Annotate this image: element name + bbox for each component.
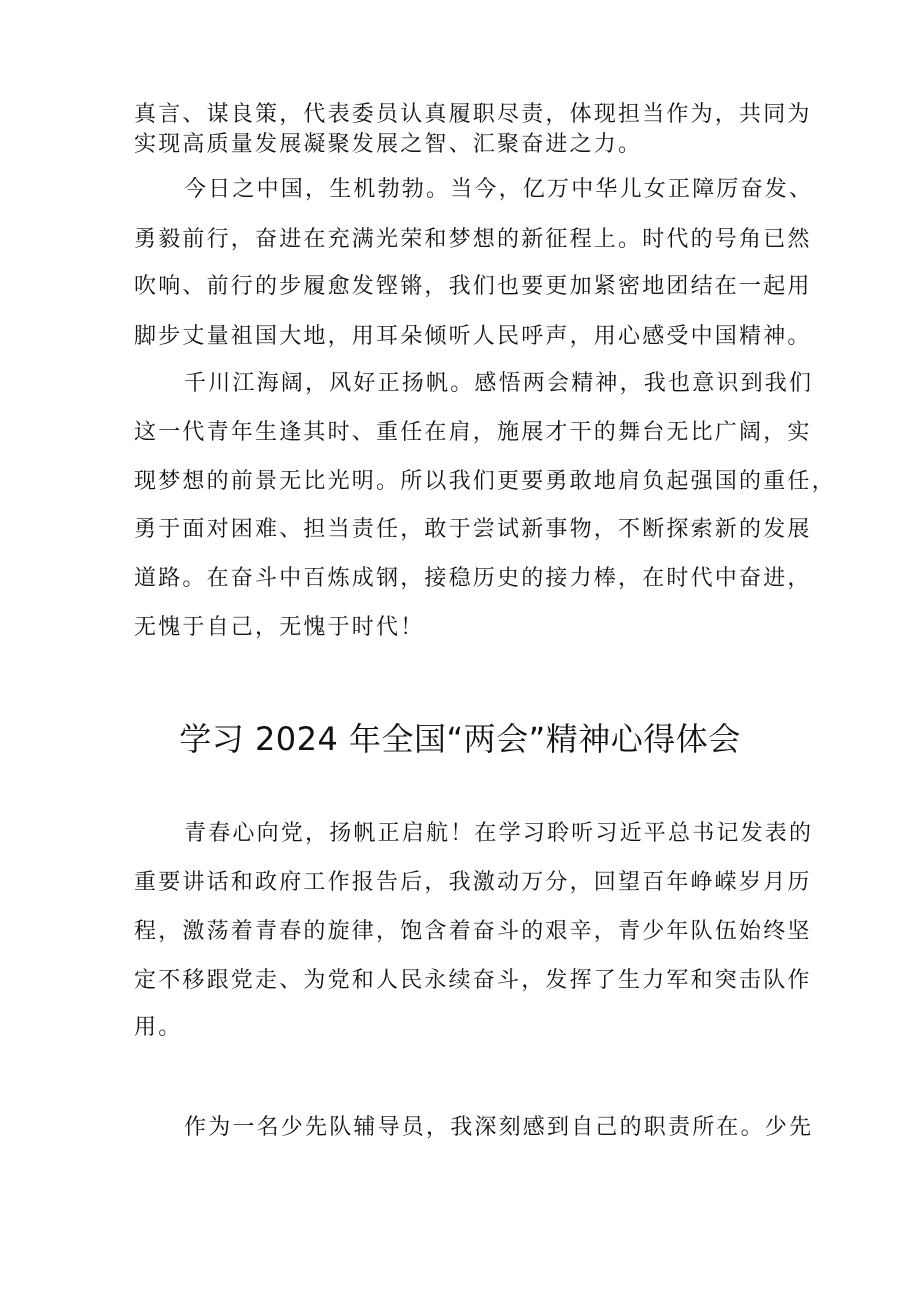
text-line: 定不移跟党走、为党和人民永续奋斗，发挥了生力军和突击队作 xyxy=(134,968,812,993)
text-line: 勇于面对困难、担当责任，敢于尝试新事物，不断探索新的发展 xyxy=(134,517,812,542)
text-line: 吹响、前行的步履愈发铿锵，我们也要更加紧密地团结在一起用 xyxy=(134,274,812,299)
text-line: 真言、谋良策，代表委员认真履职尽责，体现担当作为，共同为 xyxy=(134,102,812,127)
text-line: 这一代青年生逢其时、重任在肩，施展才干的舞台无比广阔，实 xyxy=(134,420,812,445)
text-line: 道路。在奋斗中百炼成钢，接稳历史的接力棒，在时代中奋进， xyxy=(134,566,812,591)
text-line: 无愧于自己，无愧于时代！ xyxy=(134,615,425,640)
text-line: 重要讲话和政府工作报告后，我激动万分，回望百年峥嵘岁月历 xyxy=(134,870,812,895)
text-line: 今日之中国，生机勃勃。当今，亿万中华儿女正障厉奋发、 xyxy=(184,177,814,202)
text-line: 实现高质量发展凝聚发展之智、汇聚奋进之力。 xyxy=(134,132,643,157)
text-line: 作为一名少先队辅导员，我深刻感到自己的职责所在。少先 xyxy=(184,1115,814,1140)
text-line: 千川江海阔，风好正扬帆。感悟两会精神，我也意识到我们 xyxy=(184,371,814,396)
text-line: 用。 xyxy=(134,1015,183,1040)
section-title: 学习 2024 年全国“两会”精神心得体会 xyxy=(179,720,741,758)
text-line: 勇毅前行，奋进在充满光荣和梦想的新征程上。时代的号角已然 xyxy=(134,227,812,252)
text-line: 青春心向党，扬帆正启航！在学习聆听习近平总书记发表的 xyxy=(184,821,814,846)
text-line: 现梦想的前景无比光明。所以我们更要勇敢地肩负起强国的重任， xyxy=(134,469,836,494)
text-line: 程，激荡着青春的旋律，饱含着奋斗的艰辛，青少年队伍始终坚 xyxy=(134,919,812,944)
text-line: 脚步丈量祖国大地，用耳朵倾听人民呼声，用心感受中国精神。 xyxy=(134,324,812,349)
